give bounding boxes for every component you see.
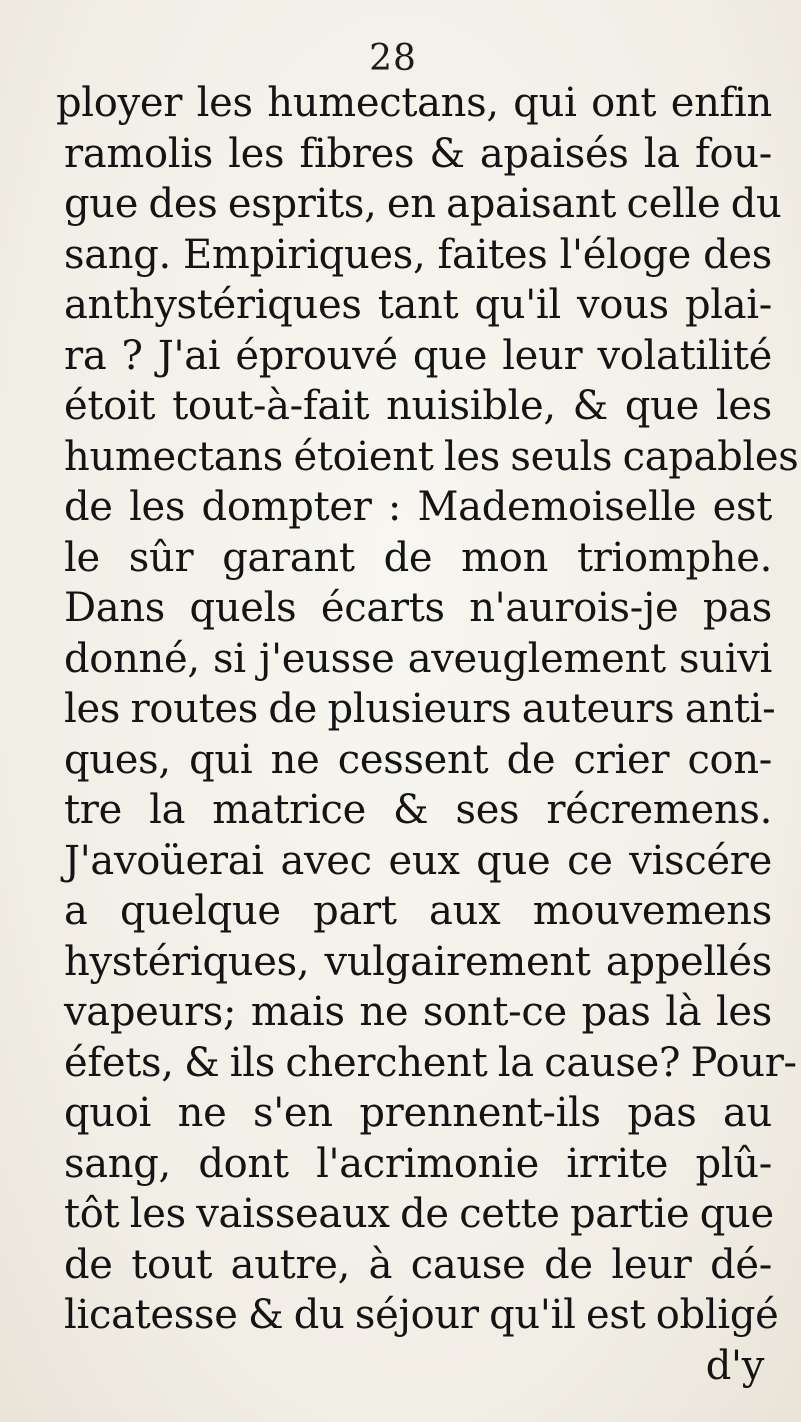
text-line: anthystériques tant qu'il vous plai- <box>64 282 772 328</box>
text-line: tre la matrice & ses récremens. <box>64 787 772 833</box>
text-line: les routes de plusieurs auteurs anti- <box>64 686 776 732</box>
text-line: ployer les humectans, qui ont enfin <box>56 80 772 126</box>
text-line: tôt les vaisseaux de cette partie que <box>64 1191 774 1237</box>
text-line: a quelque part aux mouvemens <box>64 888 772 934</box>
text-line: sang. Empiriques, faites l'éloge des <box>64 231 772 278</box>
text-line: ramolis les fibres & apaisés la fou- <box>64 130 772 177</box>
text-line: donné, si j'eusse aveuglement suivi <box>64 635 772 682</box>
page-number: 28 <box>369 38 417 79</box>
text-line: humectans étoient les seuls capables <box>64 433 799 480</box>
text-line: gue des esprits, en apaisant celle du <box>64 181 782 227</box>
text-line: vapeurs; mais ne sont-ce pas là les <box>64 989 772 1035</box>
text-line: quoi ne s'en prennent-ils pas au <box>64 1090 772 1136</box>
text-line: le sûr garant de mon triomphe. <box>64 534 772 581</box>
text-line: hystériques, vulgairement appellés <box>64 938 772 985</box>
text-line: de tout autre, à cause de leur dé- <box>64 1241 772 1288</box>
text-line: Dans quels écarts n'aurois-je pas <box>64 585 772 631</box>
catchword: d'y <box>705 1342 764 1389</box>
text-line: ques, qui ne cessent de crier con- <box>64 736 772 783</box>
text-line: J'avoüerai avec eux que ce viscére <box>64 837 772 884</box>
text-line: éfets, & ils cherchent la cause? Pour- <box>64 1039 797 1086</box>
body-text <box>56 78 799 1391</box>
text-line: ra ? J'ai éprouvé que leur volatilité <box>64 332 772 379</box>
text-line: étoit tout-à-fait nuisible, & que les <box>64 383 772 429</box>
text-line: de les dompter : Mademoiselle est <box>64 484 772 530</box>
text-line: sang, dont l'acrimonie irrite plû- <box>64 1140 772 1187</box>
text-line: licatesse & du séjour qu'il est obligé <box>64 1292 779 1338</box>
